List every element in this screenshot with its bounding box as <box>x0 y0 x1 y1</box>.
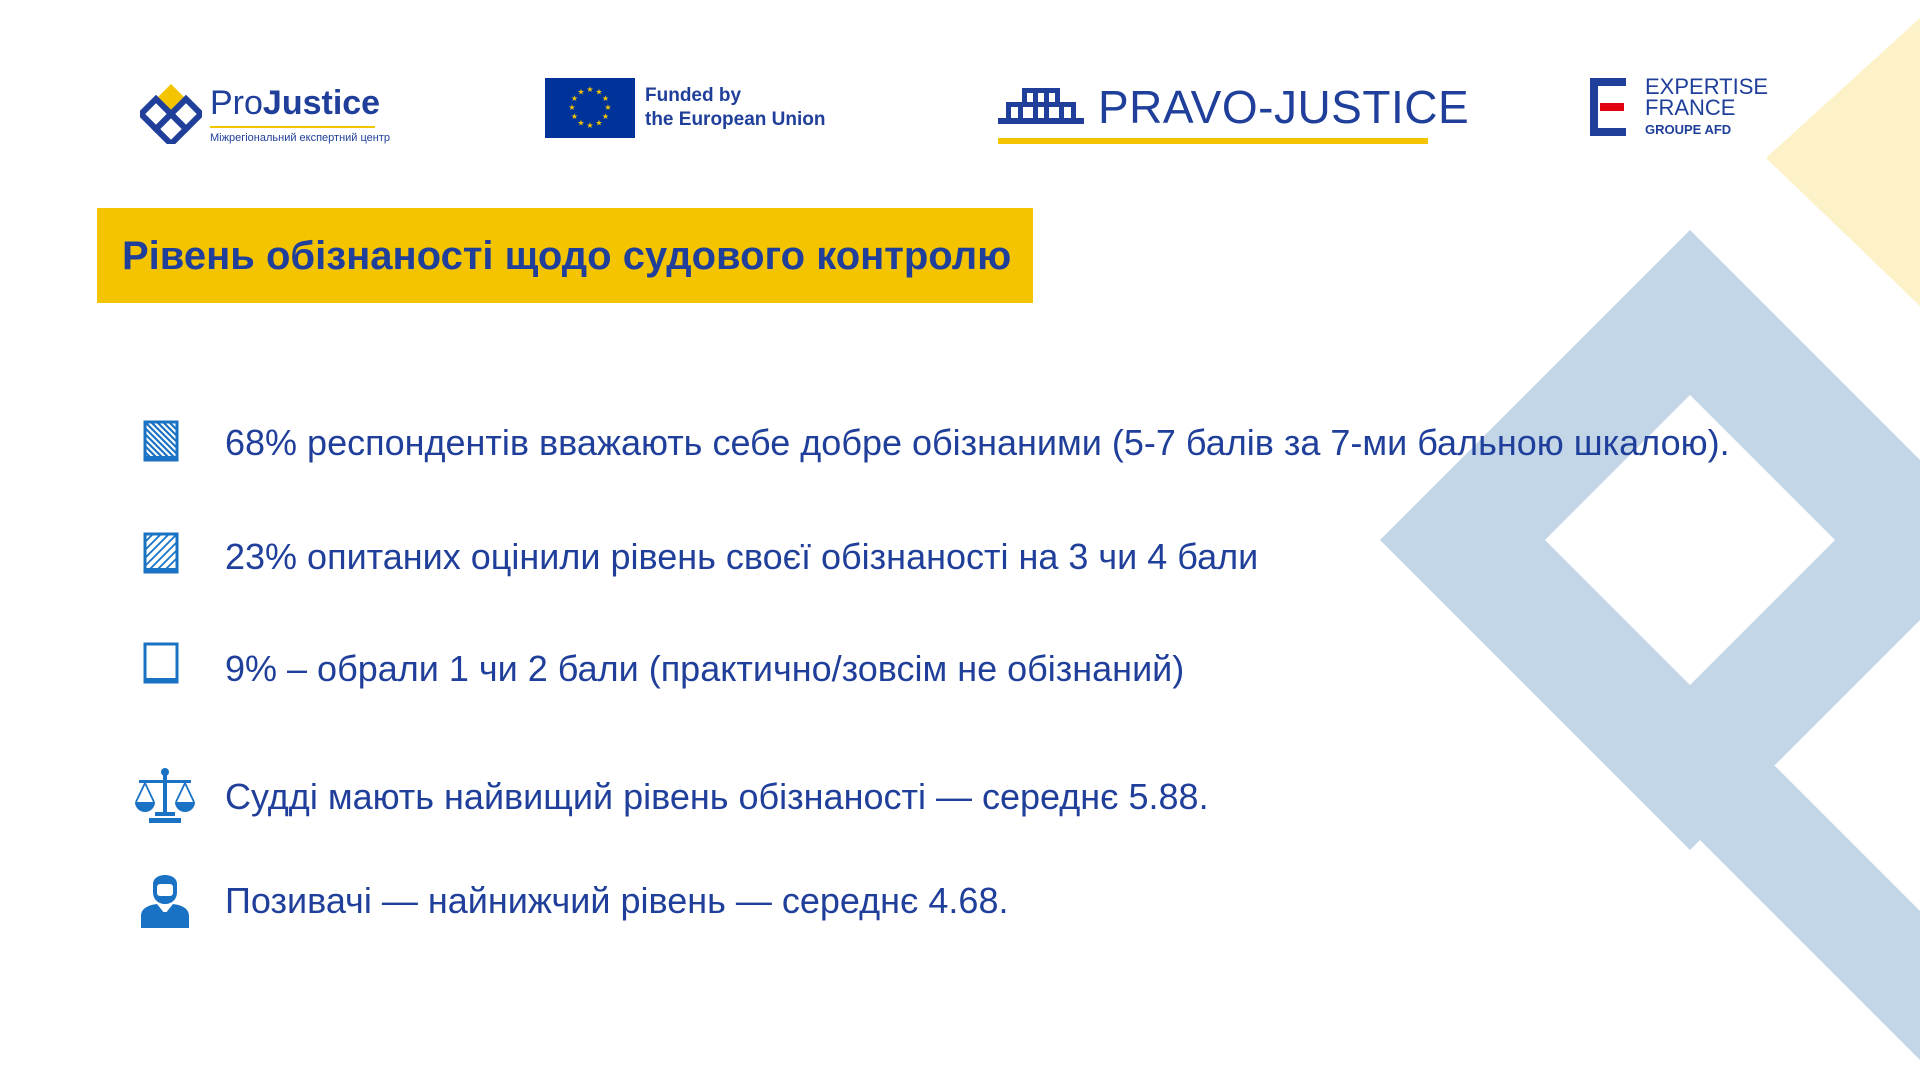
projustice-diamond-icon <box>140 82 202 144</box>
eu-funded-line2: the European Union <box>645 109 826 130</box>
svg-text:★: ★ <box>570 112 579 121</box>
item-text: Позивачі — найнижчий рівень — середнє 4.68. <box>225 880 1009 921</box>
svg-text:★: ★ <box>577 87 585 97</box>
eu-funded-text <box>645 84 845 132</box>
scales-of-justice-icon <box>133 766 197 826</box>
expertise-france-e-icon <box>1590 78 1628 136</box>
pravo-justice-name: PRAVO-JUSTICE <box>1098 81 1470 133</box>
svg-text:★: ★ <box>601 112 610 121</box>
svg-text:★: ★ <box>595 118 603 128</box>
expertise-france-line1: EXPERTISE <box>1645 74 1769 99</box>
projustice-name <box>210 84 380 123</box>
empty-square-icon <box>133 638 197 698</box>
eu-flag-icon <box>545 78 635 138</box>
projustice-underline <box>210 126 375 128</box>
pravo-justice-underline <box>998 138 1428 144</box>
item-text: Судді мають найвищий рівень обізнаності — середнє 5.88. <box>225 776 1209 817</box>
dense-hatched-square-icon <box>133 412 197 472</box>
svg-text:★: ★ <box>601 94 610 103</box>
page-title: Рівень обізнаності щодо судового контролю <box>122 234 1012 278</box>
expertise-france-name <box>1645 76 1768 118</box>
svg-text:★: ★ <box>570 94 579 103</box>
projustice-subtitle: Міжрегіональний експертний центр <box>210 132 391 144</box>
item-text: 9% – обрали 1 чи 2 бали (практично/зовсім не обізнаний) <box>225 648 1185 689</box>
svg-text:★: ★ <box>577 118 585 128</box>
item-text: 68% респондентів вважають себе добре обізнаними (5-7 балів за 7-ми бальною шкалою). <box>225 422 1730 463</box>
light-hatched-square-icon <box>133 526 197 586</box>
svg-text:★: ★ <box>586 85 594 94</box>
expertise-france-line2: FRANCE <box>1645 95 1736 120</box>
svg-text:★: ★ <box>568 103 576 112</box>
projustice-name-justice: Justice <box>262 84 381 122</box>
title-banner <box>97 208 1033 303</box>
logo-bar <box>0 70 1920 150</box>
svg-text:★: ★ <box>604 103 612 112</box>
projustice-name-pro: Pro <box>210 84 263 122</box>
svg-text:★: ★ <box>586 121 594 130</box>
eu-funded-line1: Funded by <box>645 85 742 106</box>
expertise-france-subtitle: GROUPE AFD <box>1645 122 1732 137</box>
item-text: 23% опитаних оцінили рівень своєї обізнаності на 3 чи 4 бали <box>225 536 1259 577</box>
judge-person-icon <box>133 870 197 930</box>
building-columns-icon <box>998 82 1084 126</box>
svg-text:★: ★ <box>595 87 603 97</box>
